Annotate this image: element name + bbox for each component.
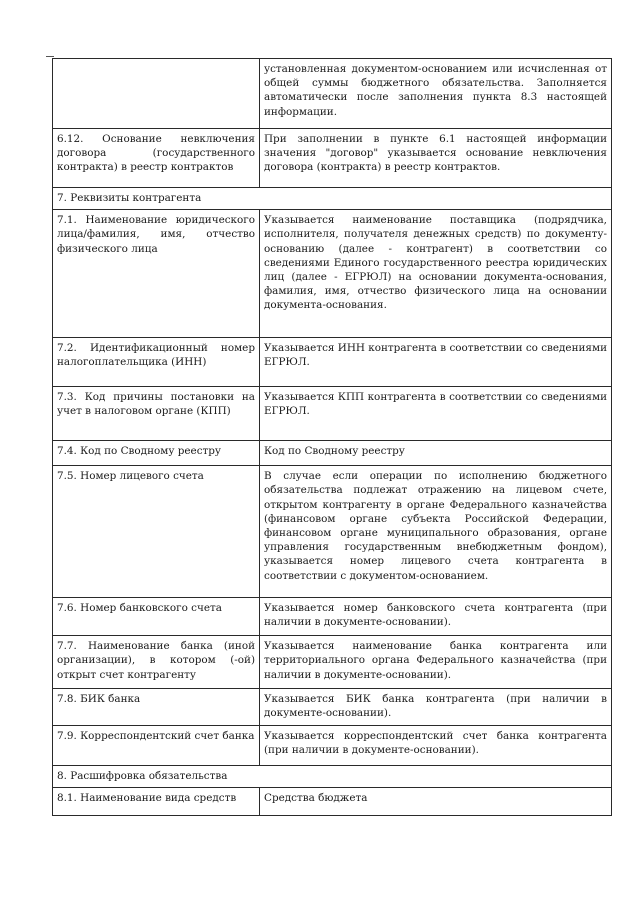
table-row — [53, 725, 612, 765]
field-name-cell: 7.5. Номер лицевого счета — [53, 466, 260, 598]
field-name-cell: 7.9. Корреспондентский счет банка — [53, 725, 260, 765]
field-description-cell: Указывается наименование поставщика (подрядчика, исполнителя, получателя денежных средств) по документу-основанию (далее - контрагент) в соответствии со сведениями Единого государственного реестра юридических лиц (далее - ЕГРЮЛ) на основании документа-основания, фамилия, имя, отчество физического лица на основании документа-основания. — [260, 210, 612, 338]
field-name-cell: 7.4. Код по Сводному реестру — [53, 441, 260, 466]
field-description-cell: Указывается КПП контрагента в соответствии со сведениями ЕГРЮЛ. — [260, 387, 612, 441]
document-page — [52, 58, 607, 816]
crop-mark — [46, 56, 54, 57]
table-row — [53, 689, 612, 725]
field-name-cell: 7.8. БИК банка — [53, 689, 260, 725]
table-row — [53, 466, 612, 598]
table-row — [53, 129, 612, 188]
field-name-cell: 7.7. Наименование банка (иной организации), в котором (-ой) открыт счет контрагенту — [53, 636, 260, 689]
table-row — [53, 338, 612, 387]
requisites-table — [52, 58, 612, 816]
field-description-cell: При заполнении в пункте 6.1 настоящей информации значения "договор" указывается основание невключения договора (контракта) в реестр контрактов. — [260, 129, 612, 188]
field-name-cell: 6.12. Основание невключения договора (государственного контракта) в реестр контрактов — [53, 129, 260, 188]
table-row — [53, 787, 612, 815]
field-description-cell: В случае если операции по исполнению бюджетного обязательства подлежат отражению на лицевом счете, открытом контрагенту в органе Федерального казначейства (финансовом органе субъекта Российской Федерации, финансовом органе муниципального образования, органе управления государственным внебюджетным фондом), указывается номер лицевого счета контрагента в соответствии с документом-основанием. — [260, 466, 612, 598]
field-description-cell: Указывается ИНН контрагента в соответствии со сведениями ЕГРЮЛ. — [260, 338, 612, 387]
table-row — [53, 210, 612, 338]
field-description-cell: Указывается наименование банка контрагента или территориального органа Федерального казначейства (при наличии в документе-основании). — [260, 636, 612, 689]
field-description-cell: Указывается корреспондентский счет банка контрагента (при наличии в документе-основании). — [260, 725, 612, 765]
field-name-cell: 7.1. Наименование юридического лица/фамилия, имя, отчество физического лица — [53, 210, 260, 338]
section-heading: 7. Реквизиты контрагента — [53, 188, 612, 210]
field-description-cell: Средства бюджета — [260, 787, 612, 815]
field-description-cell: Код по Сводному реестру — [260, 441, 612, 466]
field-name-cell: 7.3. Код причины постановки на учет в налоговом органе (КПП) — [53, 387, 260, 441]
table-row — [53, 598, 612, 636]
field-description-cell: Указывается номер банковского счета контрагента (при наличии в документе-основании). — [260, 598, 612, 636]
field-name-cell: 8.1. Наименование вида средств — [53, 787, 260, 815]
section-row — [53, 188, 612, 210]
table-row — [53, 441, 612, 466]
section-heading: 8. Расшифровка обязательства — [53, 765, 612, 787]
field-name-cell: 7.6. Номер банковского счета — [53, 598, 260, 636]
table-row — [53, 387, 612, 441]
field-description-cell: Указывается БИК банка контрагента (при наличии в документе-основании). — [260, 689, 612, 725]
field-name-cell — [53, 59, 260, 129]
field-description-cell: установленная документом-основанием или исчисленная от общей суммы бюджетного обязательства. Заполняется автоматически после заполнения пункта 8.3 настоящей информации. — [260, 59, 612, 129]
table-row — [53, 636, 612, 689]
field-name-cell: 7.2. Идентификационный номер налогоплательщика (ИНН) — [53, 338, 260, 387]
table-row — [53, 59, 612, 129]
section-row — [53, 765, 612, 787]
